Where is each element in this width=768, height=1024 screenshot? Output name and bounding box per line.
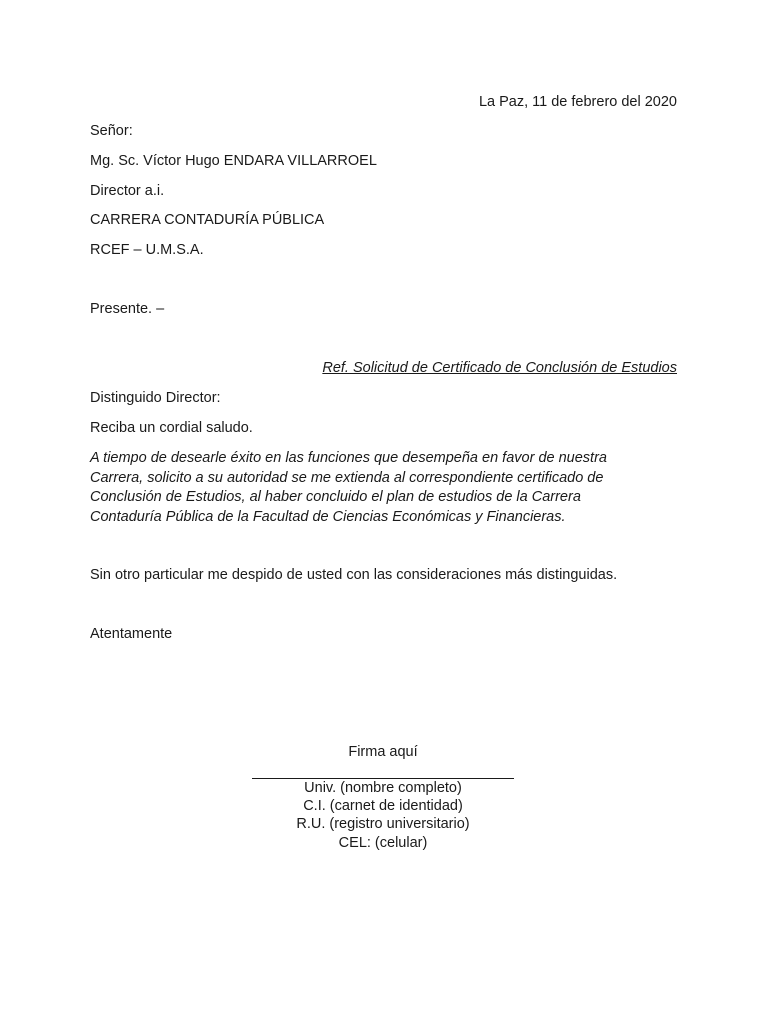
opening-line: Reciba un cordial saludo. — [90, 420, 253, 436]
signature-ru-line: R.U. (registro universitario) — [296, 816, 470, 833]
greeting: Distinguido Director: — [90, 390, 221, 406]
body-line: Contaduría Pública de la Facultad de Ciencias Económicas y Financieras. — [90, 508, 566, 525]
place-date: La Paz, 11 de febrero del 2020 — [478, 94, 677, 110]
signature-name-line: Univ. (nombre completo) — [304, 780, 462, 796]
recipient-name: Mg. Sc. Víctor Hugo ENDARA VILLARROEL — [90, 153, 377, 169]
signature-ci-line: C.I. (carnet de identidad) — [303, 798, 463, 815]
recipient-institution: RCEF – U.M.S.A. — [90, 242, 204, 258]
body-line: A tiempo de desearle éxito en las funciones que desempeña en favor de nuestra — [90, 450, 607, 466]
recipient-salutation-title: Señor: — [90, 123, 133, 139]
presente-line: Presente. – — [90, 301, 165, 317]
closing-sentence: Sin otro particular me despido de usted con las consideraciones más distinguidas. — [90, 567, 618, 583]
reference-line: Ref. Solicitud de Certificado de Conclusión de Estudios — [322, 360, 677, 376]
body-paragraph — [90, 449, 650, 527]
signature-details — [252, 779, 514, 852]
recipient-position: Director a.i. — [90, 183, 165, 199]
sign-here-label: Firma aquí — [348, 744, 418, 760]
body-line: Carrera, solicito a su autoridad se me extienda al correspondiente certificado de — [90, 469, 604, 486]
closing: Atentamente — [90, 626, 173, 642]
recipient-department: CARRERA CONTADURÍA PÚBLICA — [90, 212, 325, 228]
body-line: Conclusión de Estudios, al haber concluido el plan de estudios de la Carrera — [90, 489, 581, 505]
signature-cel-line: CEL: (celular) — [338, 834, 428, 851]
